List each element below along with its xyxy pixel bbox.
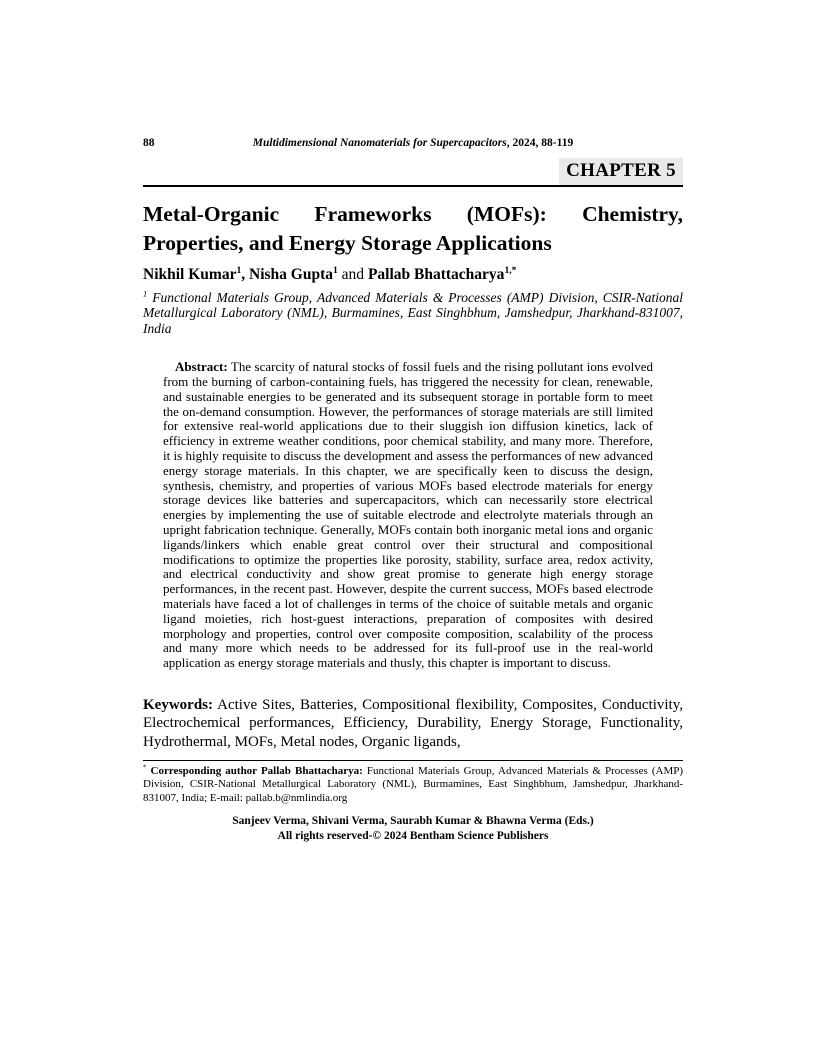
author-3-affiliation-mark: 1,* bbox=[504, 264, 517, 276]
author-1-affiliation-mark: 1 bbox=[236, 264, 242, 276]
chapter-badge: CHAPTER 5 bbox=[559, 158, 683, 185]
author-3-name: Pallab Bhattacharya bbox=[367, 266, 505, 283]
rights-line: All rights reserved-© 2024 Bentham Science Publishers bbox=[277, 829, 549, 842]
corresponding-author-footnote bbox=[143, 765, 683, 806]
author-2-affiliation-mark: 1 bbox=[333, 264, 338, 276]
keywords-label: Keywords: bbox=[143, 696, 213, 713]
author-2-name: Nisha Gupta bbox=[249, 266, 333, 283]
author-1-name: Nikhil Kumar bbox=[143, 266, 237, 283]
page-number: 88 bbox=[143, 137, 155, 149]
affiliation bbox=[143, 290, 683, 336]
abstract-paragraph bbox=[163, 360, 653, 671]
author-separator-comma: , bbox=[241, 266, 249, 283]
affiliation-marker: 1 bbox=[143, 289, 148, 299]
footnote-marker: * bbox=[143, 764, 147, 772]
keywords-text: Active Sites, Batteries, Compositional flexibility, Composites, Conductivity, Electrochemical performances, Efficiency, Durability, Energy Storage, Functionality, Hydrothermal, MOFs, Metal nodes, Organic ligands, bbox=[143, 696, 683, 750]
chapter-title bbox=[143, 200, 683, 258]
book-citation-suffix: , 2024, 88-119 bbox=[506, 137, 574, 149]
footnote-rule bbox=[143, 760, 683, 761]
editors-line: Sanjeev Verma, Shivani Verma, Saurabh Kumar & Bhawna Verma (Eds.) bbox=[232, 815, 594, 828]
text-column bbox=[143, 0, 683, 843]
author-separator-and: and bbox=[337, 266, 368, 283]
affiliation-text: Functional Materials Group, Advanced Materials & Processes (AMP) Division, CSIR-National Metallurgical Laboratory (NML), Burmamines, East Singhbhum, Jamshedpur, Jharkhand-831007, India bbox=[143, 290, 683, 336]
abstract-text: The scarcity of natural stocks of fossil fuels and the rising pollutant ions evolved from the burning of carbon-containing fuels, has triggered the necessity for clean, renewable, and sustainable energies to be generated and its subsequent storage in portable form to meet the on-demand consumption. However, the performances of storage materials are still limited for extensive real-world applications due to their sluggish ion diffusion kinetics, lack of efficiency in extreme weather conditions, poor chemical stability, and many more. Therefore, it is highly requisite to discuss the development and assess the performances of new advanced energy storage materials. In this chapter, we are specifically keen to discuss the design, synthesis, chemistry, and properties of various MOFs based electrode materials for energy storage devices like batteries and supercapacitors, which can necessarily store electrical energies by implementing the use of suitable electrode and electrolyte materials through an upright fabrication technique. Generally, MOFs contain both inorganic metal ions and organic ligands/linkers which enable great control over their structural and compositional modifications to optimize the properties like porosity, stability, surface area, redox activity, and electrical conductivity and show great promise to generate high energy storage performances, in the recent past. However, despite the current success, MOFs based electrode materials have faced a lot of challenges in terms of the choice of suitable metals and organic ligand moieties, rich host-guest interactions, preparation of composites with desired morphology and properties, control over composite composition, scalability of the process and many more which needs to be addressed for its full-proof use in the real-world application as energy storage materials and thusly, this chapter is important to discuss. bbox=[163, 359, 653, 671]
footnote-text: Functional Materials Group, Advanced Materials & Processes (AMP) Division, CSIR-National Metallurgical Laboratory (NML), Burmamines, East Singhbhum, Jamshedpur, Jharkhand-831007, India; E-mail: pallab.b@nmlindia.org bbox=[143, 764, 684, 804]
book-reference bbox=[253, 137, 573, 149]
header-rule bbox=[143, 185, 683, 187]
book-title: Multidimensional Nanomaterials for Supercapacitors bbox=[252, 137, 507, 149]
chapter-title-line-2: Properties, and Energy Storage Applications bbox=[143, 231, 552, 255]
authors-line bbox=[143, 265, 683, 284]
chapter-title-line-1: Metal-Organic Frameworks (MOFs): Chemistry, bbox=[143, 202, 683, 226]
footnote-label: Corresponding author Pallab Bhattacharya: bbox=[146, 764, 363, 777]
publisher-imprint bbox=[143, 814, 683, 843]
chapter-row bbox=[143, 158, 683, 185]
running-head bbox=[143, 136, 683, 150]
keywords-paragraph bbox=[143, 696, 683, 751]
abstract-label: Abstract: bbox=[175, 359, 228, 375]
